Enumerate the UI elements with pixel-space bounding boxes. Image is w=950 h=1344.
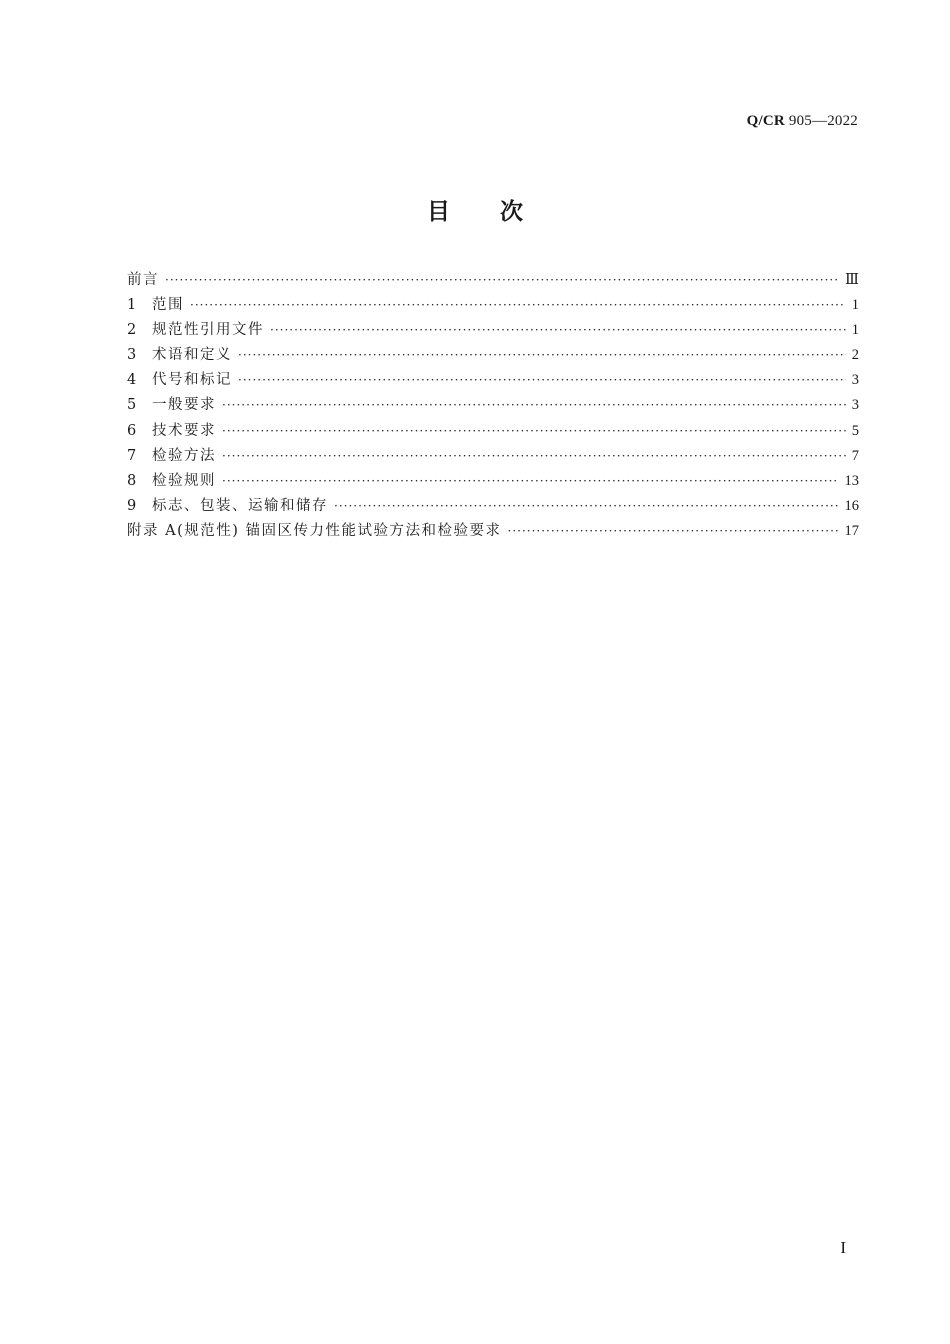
table-of-contents: [127, 268, 859, 544]
toc-entry-page: 13: [844, 472, 859, 489]
leader-dots: [508, 519, 839, 544]
toc-entry[interactable]: [127, 343, 859, 368]
toc-entry-title: 技术要求: [152, 422, 216, 439]
leader-dots: [165, 268, 839, 293]
toc-entry[interactable]: [127, 494, 859, 519]
toc-entry-number: 6: [127, 422, 137, 439]
toc-entry-number: 5: [127, 397, 137, 414]
toc-entry-title: 一般要求: [152, 397, 216, 414]
toc-entry-number: 2: [127, 322, 137, 339]
toc-entry-foreword[interactable]: [127, 268, 859, 293]
toc-entry-page: Ⅲ: [845, 272, 859, 288]
toc-entry-title: 检验规则: [152, 472, 216, 489]
toc-entry[interactable]: [127, 293, 859, 318]
leader-dots: [334, 494, 839, 519]
toc-entry-title: 术语和定义: [152, 347, 232, 364]
toc-entry-number: 1: [127, 297, 137, 314]
standard-number: 905—2022: [788, 113, 858, 129]
leader-dots: [222, 444, 846, 469]
leader-dots: [238, 343, 846, 368]
toc-entry-title: 检验方法: [152, 447, 216, 464]
toc-entry-page: 17: [844, 522, 859, 539]
toc-entry[interactable]: [127, 393, 859, 418]
toc-entry[interactable]: [127, 469, 859, 494]
toc-entry-page: 16: [844, 497, 859, 514]
toc-entry-number: 9: [127, 497, 137, 514]
leader-dots: [222, 393, 846, 418]
page-number: I: [840, 1238, 846, 1257]
leader-dots: [190, 293, 846, 318]
toc-entry-title: 附录 A(规范性) 锚固区传力性能试验方法和检验要求: [127, 522, 502, 539]
toc-entry-title: 标志、包装、运输和储存: [152, 497, 328, 514]
toc-entry-number: 3: [127, 347, 137, 364]
toc-entry-title: 规范性引用文件: [152, 322, 264, 339]
toc-entry[interactable]: [127, 368, 859, 393]
toc-entry-title: 范围: [152, 297, 184, 314]
toc-entry-title: 代号和标记: [152, 372, 232, 389]
toc-entry-page: 1: [851, 297, 859, 314]
toc-entry-page: 3: [851, 397, 859, 414]
toc-entry-title: 前言: [127, 272, 159, 288]
page-title: 目次: [427, 199, 573, 225]
toc-entry-number: 4: [127, 372, 137, 389]
toc-entry-page: 3: [851, 372, 859, 389]
toc-entry-page: 7: [851, 447, 859, 464]
toc-entry-page: 5: [851, 422, 859, 439]
toc-entry-number: 7: [127, 447, 137, 464]
standard-code: [747, 113, 858, 130]
toc-entry-number: 8: [127, 472, 137, 489]
toc-entry[interactable]: [127, 444, 859, 469]
toc-entry-appendix[interactable]: [127, 519, 859, 544]
leader-dots: [238, 368, 846, 393]
toc-entry-page: 1: [851, 322, 859, 339]
leader-dots: [222, 469, 839, 494]
toc-entry[interactable]: [127, 419, 859, 444]
toc-entry[interactable]: [127, 318, 859, 343]
leader-dots: [222, 419, 846, 444]
standard-prefix: Q/CR: [746, 113, 785, 129]
toc-entry-page: 2: [851, 347, 859, 364]
leader-dots: [270, 318, 846, 343]
